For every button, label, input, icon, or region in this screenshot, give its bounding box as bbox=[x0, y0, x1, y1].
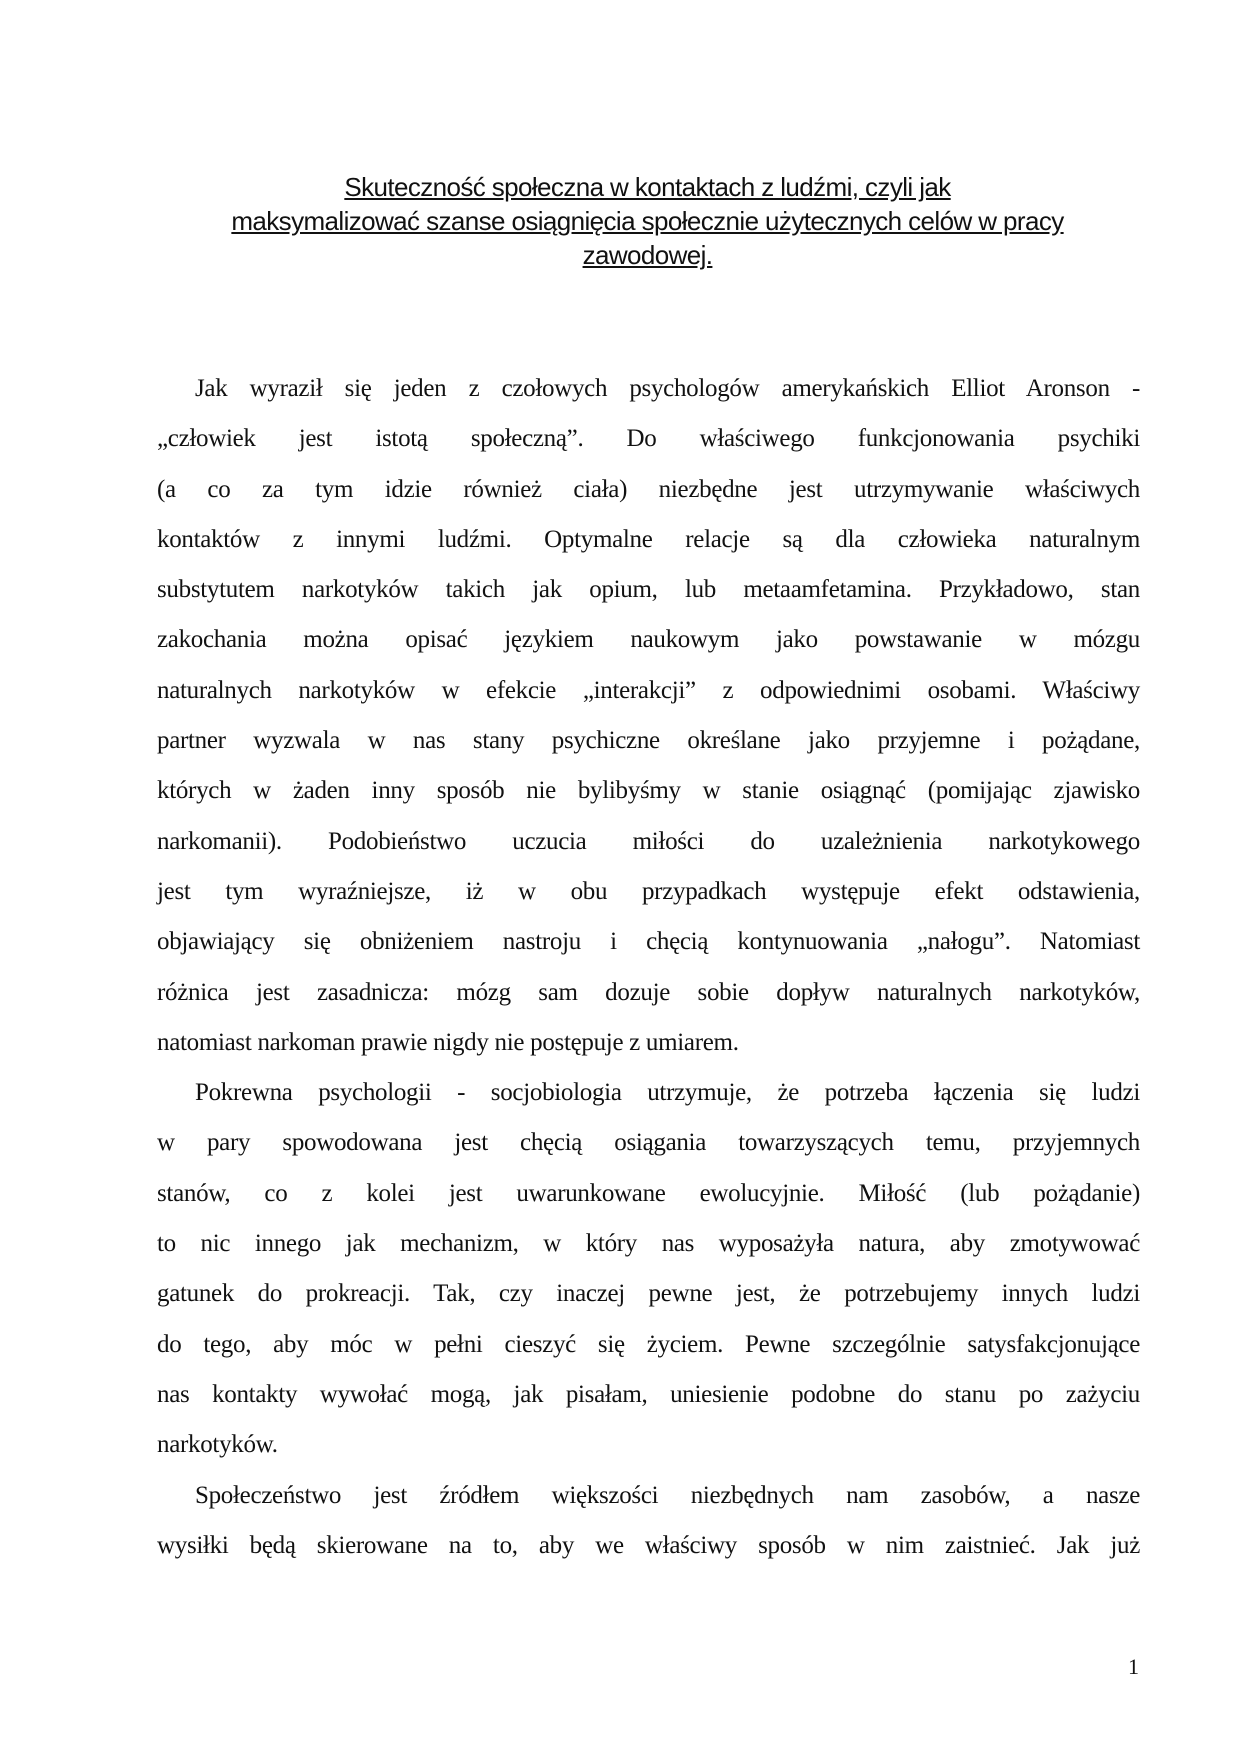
paragraph-line: wysiłki będą skierowane na to, aby we właściwy sposób w nim zaistnieć. Jak już bbox=[157, 1531, 1140, 1559]
paragraph bbox=[157, 1068, 1140, 1470]
paragraph-line: nas kontakty wywołać mogą, jak pisałam, uniesienie podobne do stanu po zażyciu bbox=[157, 1380, 1140, 1408]
paragraph-line: narkomanii). Podobieństwo uczucia miłości do uzależnienia narkotykowego bbox=[157, 827, 1140, 855]
page-number: 1 bbox=[1128, 1654, 1139, 1679]
paragraph-line: zakochania można opisać językiem naukowym jako powstawanie w mózgu bbox=[157, 626, 1140, 654]
paragraph-line: substytutem narkotyków takich jak opium, lub metaamfetamina. Przykładowo, stan bbox=[157, 576, 1140, 604]
paragraph-line: to nic innego jak mechanizm, w który nas wyposażyła natura, aby zmotywować bbox=[157, 1230, 1140, 1258]
paragraph-line: natomiast narkoman prawie nigdy nie postępuje z umiarem. bbox=[157, 1028, 739, 1056]
paragraph-line: objawiający się obniżeniem nastroju i chęcią kontynuowania „nałogu”. Natomiast bbox=[157, 928, 1140, 956]
paragraph-line: kontaktów z innymi ludźmi. Optymalne relacje są dla człowieka naturalnym bbox=[157, 525, 1140, 553]
title-line: Skuteczność społeczna w kontaktach z ludźmi, czyli jak bbox=[344, 172, 951, 202]
paragraph-line: partner wyzwala w nas stany psychiczne określane jako przyjemne i pożądane, bbox=[157, 727, 1140, 755]
paragraph-line: Społeczeństwo jest źródłem większości niezbędnych nam zasobów, a nasze bbox=[195, 1481, 1140, 1509]
paragraph-line: Pokrewna psychologii - socjobiologia utrzymuje, że potrzeba łączenia się ludzi bbox=[195, 1079, 1140, 1107]
paragraph-line: (a co za tym idzie również ciała) niezbędne jest utrzymywanie właściwych bbox=[157, 475, 1140, 503]
paragraph-line: w pary spowodowana jest chęcią osiągania towarzyszących temu, przyjemnych bbox=[157, 1129, 1140, 1157]
paragraph bbox=[157, 364, 1140, 1068]
paragraph-line: do tego, aby móc w pełni cieszyć się życiem. Pewne szczególnie satysfakcjonujące bbox=[157, 1330, 1140, 1358]
paragraph-line: jest tym wyraźniejsze, iż w obu przypadkach występuje efekt odstawienia, bbox=[157, 877, 1140, 905]
paragraph-line: stanów, co z kolei jest uwarunkowane ewolucyjnie. Miłość (lub pożądanie) bbox=[157, 1179, 1140, 1207]
paragraph-line: różnica jest zasadnicza: mózg sam dozuje sobie dopływ naturalnych narkotyków, bbox=[157, 978, 1140, 1006]
paragraph bbox=[157, 1471, 1140, 1572]
paragraph-line: Jak wyraził się jeden z czołowych psychologów amerykańskich Elliot Aronson - bbox=[195, 375, 1140, 402]
title-line: zawodowej. bbox=[582, 240, 713, 270]
title-line: maksymalizować szanse osiągnięcia społecznie użytecznych celów w pracy bbox=[231, 206, 1064, 236]
paragraph-line: gatunek do prokreacji. Tak, czy inaczej pewne jest, że potrzebujemy innych ludzi bbox=[157, 1280, 1140, 1308]
paragraph-line: naturalnych narkotyków w efekcie „interakcji” z odpowiednimi osobami. Właściwy bbox=[157, 676, 1140, 704]
paragraph-line: których w żaden inny sposób nie bylibyśmy w stanie osiągnąć (pomijając zjawisko bbox=[157, 777, 1140, 805]
document-body bbox=[157, 364, 1140, 1571]
paragraph-line: narkotyków. bbox=[157, 1431, 278, 1459]
document-title bbox=[150, 170, 1145, 272]
paragraph-line: „człowiek jest istotą społeczną”. Do właściwego funkcjonowania psychiki bbox=[157, 425, 1140, 453]
